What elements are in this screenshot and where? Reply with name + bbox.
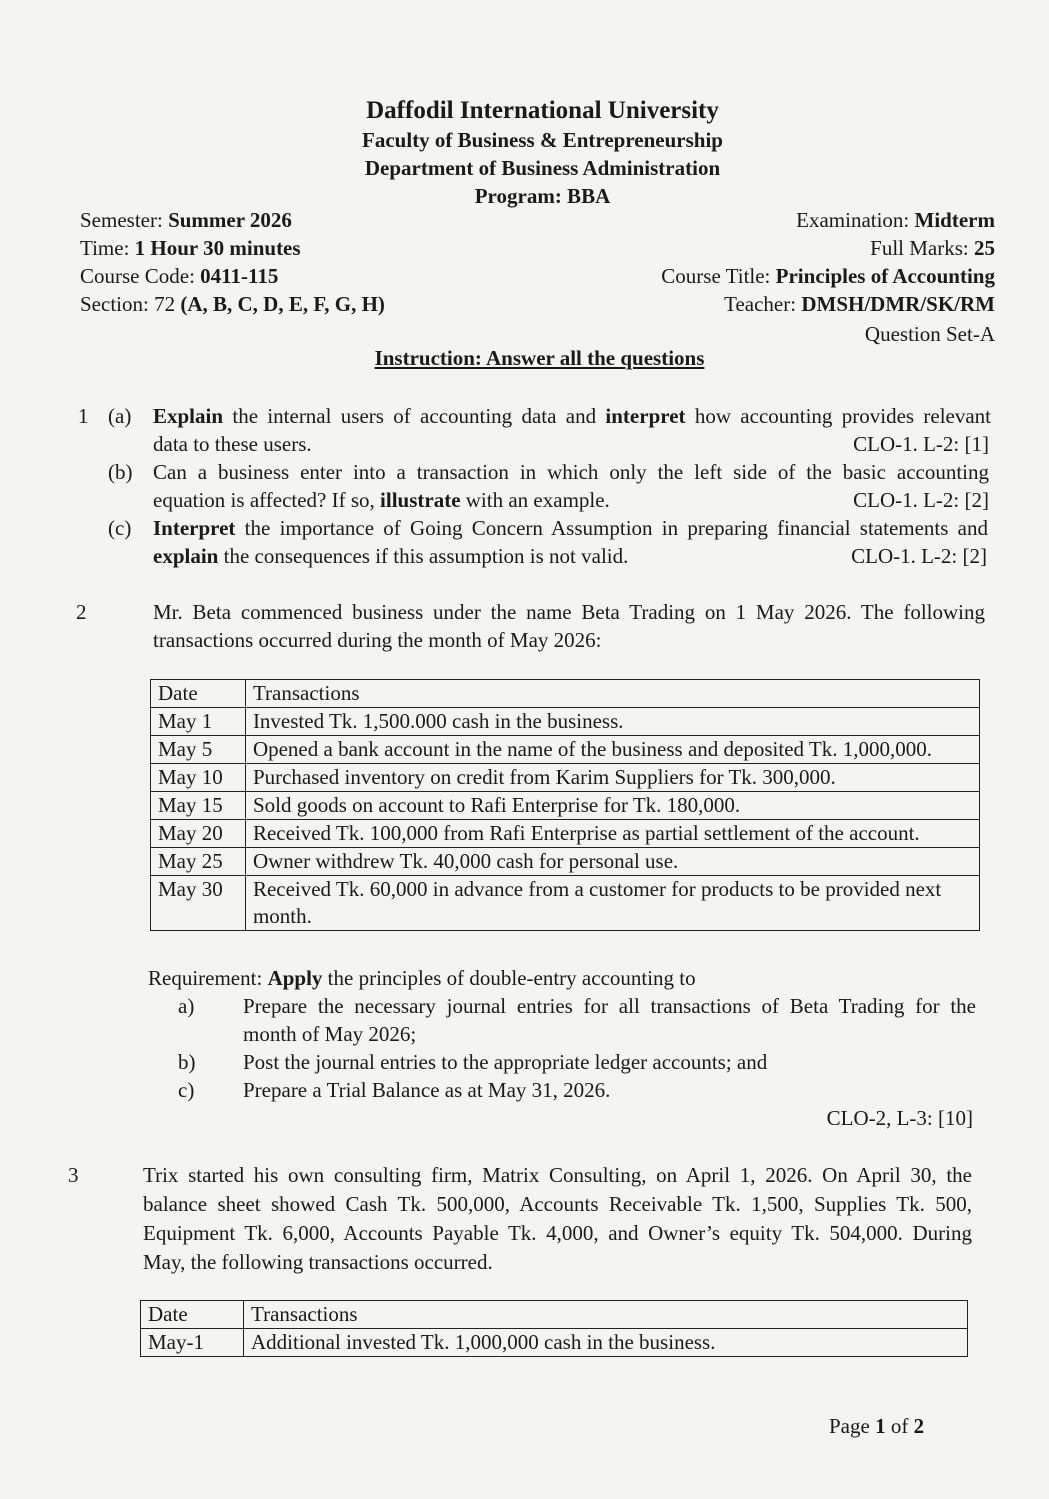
row-transaction: Opened a bank account in the name of the business and deposited Tk. 1,000,000.: [245, 736, 979, 764]
meta-section: Section: 72 (A, B, C, D, E, F, G, H): [80, 292, 385, 316]
table-row: [151, 876, 980, 931]
row-transaction: Invested Tk. 1,500.000 cash in the business.: [245, 708, 979, 736]
req-a-line2: month of May 2026;: [243, 1022, 417, 1046]
q1c-line2: explain the consequences if this assumption is not valid.: [153, 544, 629, 568]
q1-number: 1: [78, 404, 89, 428]
row-date: May 25: [151, 848, 246, 876]
q1a-clo: CLO-1. L-2: [1]: [853, 432, 989, 456]
table-row: [151, 736, 980, 764]
req-a-line1: Prepare the necessary journal entries for all transactions of Beta Trading for the: [243, 994, 976, 1018]
q3-line2: balance sheet showed Cash Tk. 500,000, Accounts Receivable Tk. 1,500, Supplies Tk. 500,: [143, 1192, 972, 1216]
row-transaction: Received Tk. 60,000 in advance from a customer for products to be provided next month.: [245, 876, 979, 931]
req-b-label: b): [178, 1050, 196, 1074]
row-date: May 1: [151, 708, 246, 736]
page-number: Page 1 of 2: [829, 1414, 925, 1438]
req-b-line1: Post the journal entries to the appropriate ledger accounts; and: [243, 1050, 768, 1074]
meta-time: Time: 1 Hour 30 minutes: [80, 236, 301, 260]
table-row: [151, 764, 980, 792]
req-c-line1: Prepare a Trial Balance as at May 31, 2026.: [243, 1078, 611, 1102]
q1c-line1: Interpret the importance of Going Concern Assumption in preparing financial statements and: [153, 516, 988, 540]
q1c-clo: CLO-1. L-2: [2]: [851, 544, 987, 568]
q2-intro-line1: Mr. Beta commenced business under the name Beta Trading on 1 May 2026. The following: [153, 600, 985, 624]
q2-intro-line2: transactions occurred during the month of May 2026:: [153, 628, 602, 652]
q3-line3: Equipment Tk. 6,000, Accounts Payable Tk. 4,000, and Owner’s equity Tk. 504,000. During: [143, 1221, 972, 1245]
meta-examination: Examination: Midterm: [796, 208, 995, 232]
table-row: [151, 848, 980, 876]
table-row: [141, 1329, 968, 1357]
row-transaction: Owner withdrew Tk. 40,000 cash for personal use.: [245, 848, 979, 876]
meta-semester: Semester: Summer 2026: [80, 208, 292, 232]
row-date: May 15: [151, 792, 246, 820]
table-header-row: [151, 680, 980, 708]
q3-line1: Trix started his own consulting firm, Matrix Consulting, on April 1, 2026. On April 30, the: [143, 1163, 972, 1187]
instruction: Instruction: Answer all the questions: [374, 346, 705, 370]
table-header-row: [141, 1301, 968, 1329]
table-header-transactions: Transactions: [245, 680, 979, 708]
department-name: Department of Business Administration: [364, 156, 721, 180]
meta-teacher: Teacher: DMSH/DMR/SK/RM: [724, 292, 995, 316]
row-date: May 10: [151, 764, 246, 792]
q1b-line2: equation is affected? If so, illustrate with an example.: [153, 488, 610, 512]
q1a-line2: data to these users.: [153, 432, 312, 456]
table-header-date: Date: [151, 680, 246, 708]
row-date: May 5: [151, 736, 246, 764]
table-header-transactions: Transactions: [244, 1301, 968, 1329]
meta-course-code: Course Code: 0411-115: [80, 264, 279, 288]
q3-number: 3: [68, 1163, 79, 1187]
meta-course-title: Course Title: Principles of Accounting: [661, 264, 995, 288]
q1c-label: (c): [108, 516, 132, 540]
table-row: [151, 708, 980, 736]
q1a-line1: Explain the internal users of accounting data and interpret how accounting provides relevant: [153, 404, 992, 428]
q3-transactions-table: [140, 1300, 968, 1357]
q2-number: 2: [76, 600, 87, 624]
req-c-label: c): [178, 1078, 195, 1102]
row-transaction: Additional invested Tk. 1,000,000 cash in the business.: [244, 1329, 968, 1357]
row-date: May 30: [151, 876, 246, 931]
q2-clo: CLO-2, L-3: [10]: [826, 1106, 973, 1130]
question-set: Question Set-A: [864, 322, 995, 346]
q1b-label: (b): [108, 460, 133, 484]
row-transaction: Received Tk. 100,000 from Rafi Enterprise as partial settlement of the account.: [245, 820, 979, 848]
table-header-date: Date: [141, 1301, 244, 1329]
q2-requirement: Requirement: Apply the principles of double-entry accounting to: [148, 966, 696, 990]
faculty-name: Faculty of Business & Entrepreneurship: [362, 128, 723, 152]
meta-full-marks: Full Marks: 25: [870, 236, 995, 260]
row-transaction: Sold goods on account to Rafi Enterprise for Tk. 180,000.: [245, 792, 979, 820]
q3-line4: May, the following transactions occurred.: [143, 1250, 493, 1274]
q1a-label: (a): [108, 404, 132, 428]
row-date: May-1: [141, 1329, 244, 1357]
q1b-clo: CLO-1. L-2: [2]: [853, 488, 989, 512]
row-transaction: Purchased inventory on credit from Karim Suppliers for Tk. 300,000.: [245, 764, 979, 792]
university-name: Daffodil International University: [366, 97, 719, 124]
table-row: [151, 820, 980, 848]
table-row: [151, 792, 980, 820]
q2-transactions-table: [150, 679, 980, 931]
row-date: May 20: [151, 820, 246, 848]
req-a-label: a): [178, 994, 195, 1018]
q1b-line1: Can a business enter into a transaction in which only the left side of the basic accounting: [153, 460, 989, 484]
program-name: Program: BBA: [474, 184, 611, 208]
